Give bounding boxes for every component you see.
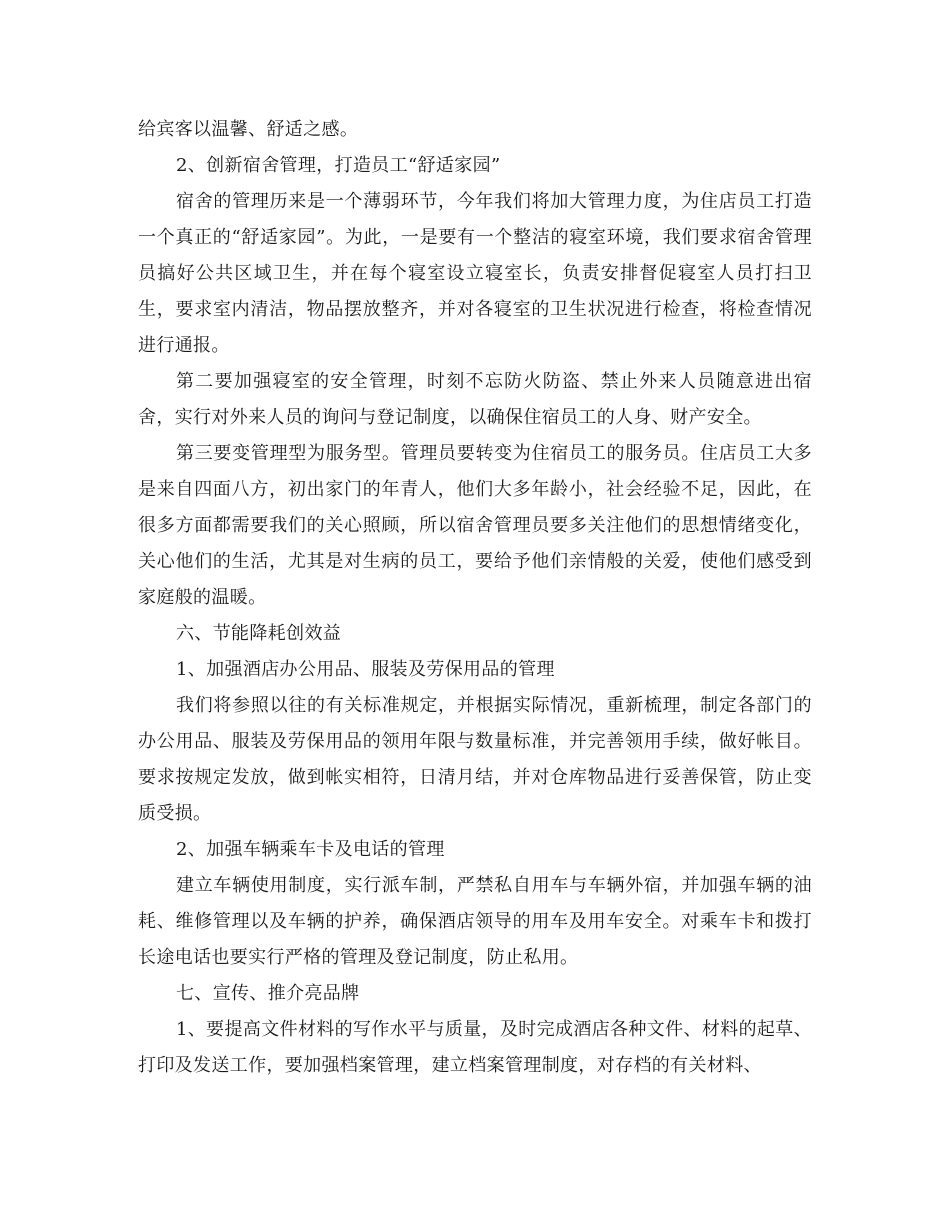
- subheading: 1、加强酒店办公用品、服装及劳保用品的管理: [176, 659, 555, 680]
- document-body: [138, 112, 812, 1084]
- subheading: 2、创新宿舍管理，打造员工“舒适家园”: [176, 155, 501, 176]
- paragraph: 第二要加强寝室的安全管理，时刻不忘防火防盗、禁止外来人员随意进出宿舍，实行对外来人员的询问与登记制度，以确保住宿员工的人身、财产安全。: [138, 371, 812, 428]
- paragraph: 宿舍的管理历来是一个薄弱环节，今年我们将加大管理力度，为住店员工打造一个真正的“舒适家园”。为此，一是要有一个整洁的寝室环境，我们要求宿舍管理员搞好公共区域卫生，并在每个寝室设立寝室长，负责安排督促寝室人员打扫卫生，要求室内清洁，物品摆放整齐，并对各寝室的卫生状况进行检查，将检查情况进行通报。: [138, 191, 812, 356]
- paragraph: 给宾客以温馨、舒适之感。: [138, 119, 359, 140]
- subheading: 2、加强车辆乘车卡及电话的管理: [176, 839, 445, 860]
- paragraph: 1、要提高文件材料的写作水平与质量，及时完成酒店各种文件、材料的起草、打印及发送工作，要加强档案管理，建立档案管理制度，对存档的有关材料、: [138, 1019, 812, 1076]
- paragraph: 建立车辆使用制度，实行派车制，严禁私自用车与车辆外宿，并加强车辆的油耗、维修管理以及车辆的护养，确保酒店领导的用车及用车安全。对乘车卡和拨打长途电话也要实行严格的管理及登记制度，防止私用。: [138, 875, 812, 968]
- paragraph: 我们将参照以往的有关标准规定，并根据实际情况，重新梳理，制定各部门的办公用品、服装及劳保用品的领用年限与数量标准，并完善领用手续，做好帐目。要求按规定发放，做到帐实相符，日清月结，并对仓库物品进行妥善保管，防止变质受损。: [138, 695, 812, 824]
- section-heading: 七、宣传、推介亮品牌: [176, 983, 360, 1004]
- section-heading: 六、节能降耗创效益: [176, 623, 342, 644]
- paragraph: 第三要变管理型为服务型。管理员要转变为住宿员工的服务员。住店员工大多是来自四面八方，初出家门的年青人，他们大多年龄小，社会经验不足，因此，在很多方面都需要我们的关心照顾，所以宿舍管理员要多关注他们的思想情绪变化，关心他们的生活，尤其是对生病的员工，要给予他们亲情般的关爱，使他们感受到家庭般的温暖。: [138, 443, 812, 608]
